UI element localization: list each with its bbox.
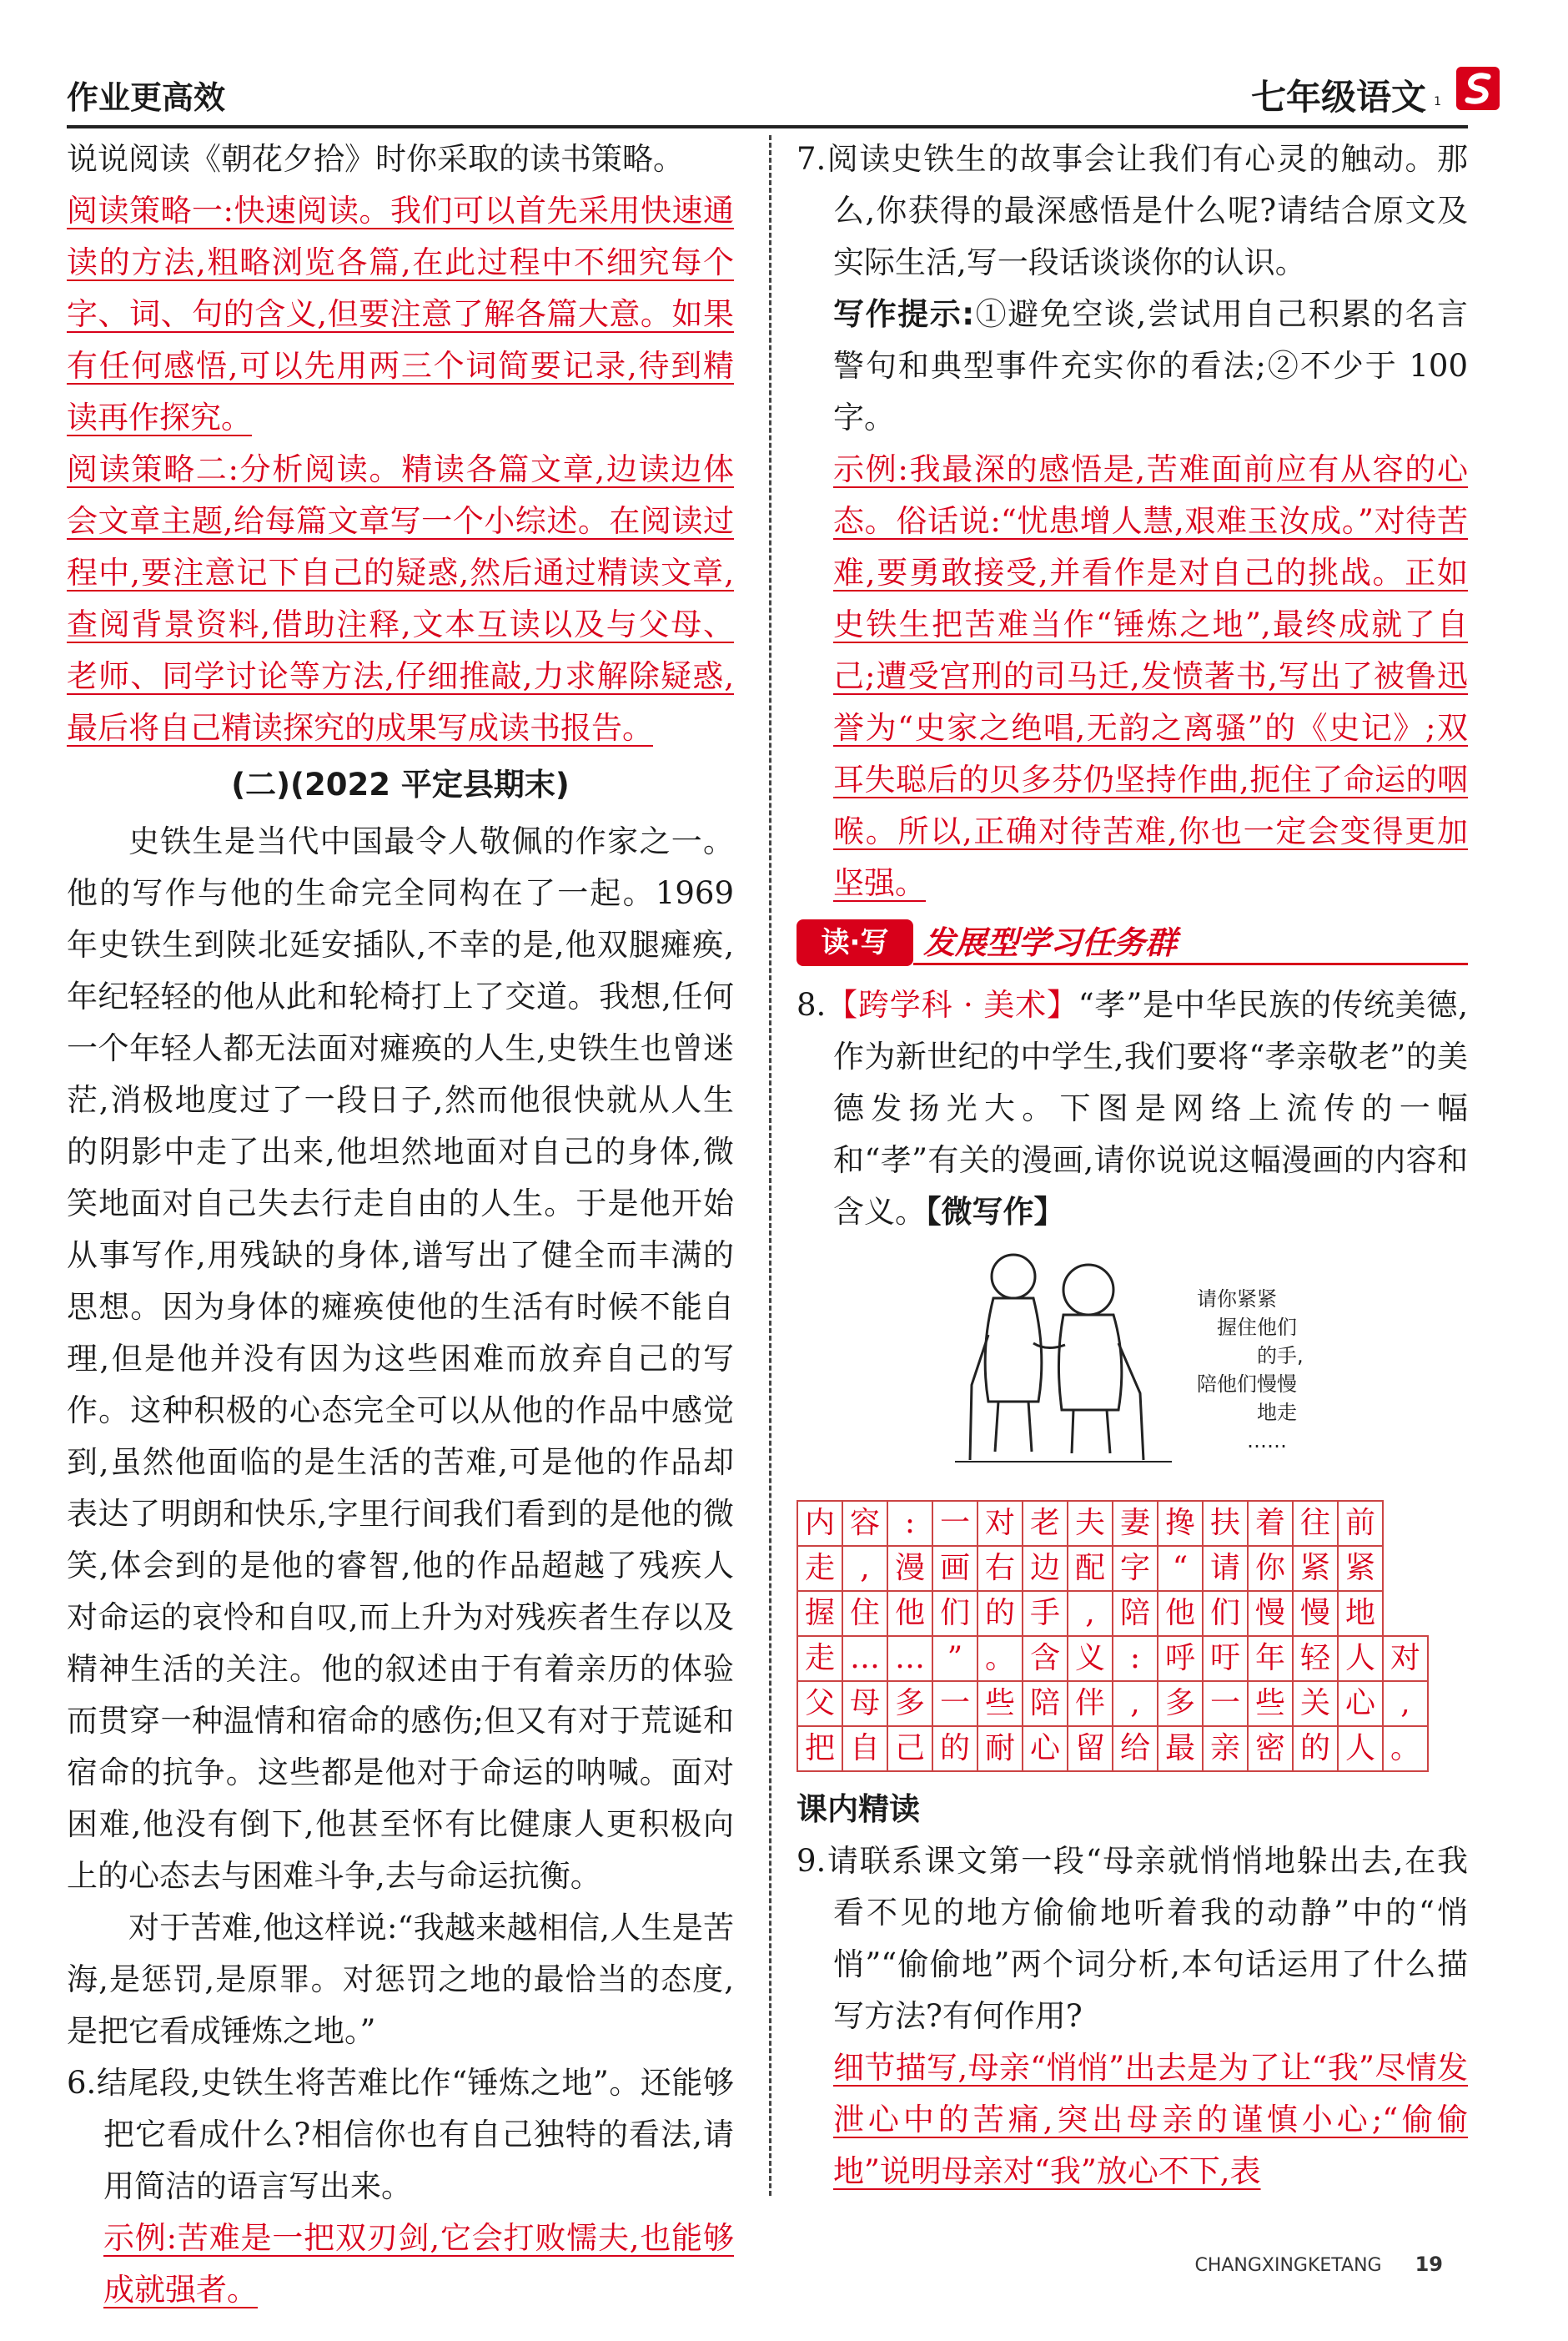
grid-cell: “ bbox=[1158, 1546, 1203, 1591]
grid-cell: 父 bbox=[797, 1681, 842, 1726]
grid-cell: 右 bbox=[977, 1546, 1023, 1591]
column-divider bbox=[769, 135, 771, 2196]
banner-underline bbox=[913, 963, 1468, 965]
grid-cell: ” bbox=[932, 1636, 977, 1681]
grid-row bbox=[797, 1681, 1428, 1726]
footer-brand: CHANGXINGKETANG bbox=[1194, 2255, 1382, 2276]
section-title-classroom: 课内精读 bbox=[797, 1791, 920, 1827]
answer-grid bbox=[797, 1500, 1429, 1772]
q8-number: 8. bbox=[797, 987, 827, 1023]
answer-7: 示例:我最深的感悟是,苦难面前应有从容的心态。俗话说:“忧患增人慧,艰难玉汝成。”对待苦难,要勇敢接受,并看作是对自己的挑战。正如史铁生把苦难当作“锤炼之地”,最终成就了自己;遭受宫刑的司马迁,发愤著书,写出了被鲁迅誉为“史家之绝唱,无韵之离骚”的《史记》;双耳失聪后的贝多芬仍坚持作曲,扼住了命运的咽喉。所以,正确对待苦难,你也一定会变得更加坚强。 bbox=[833, 451, 1468, 901]
grid-cell: 呼 bbox=[1158, 1636, 1203, 1681]
grid-cell: 的 bbox=[977, 1591, 1023, 1636]
grid-cell: 的 bbox=[1293, 1726, 1338, 1771]
grid-row bbox=[797, 1501, 1428, 1546]
grid-cell: 最 bbox=[1158, 1726, 1203, 1771]
grid-cell: 紧 bbox=[1293, 1546, 1338, 1591]
grid-cell: 己 bbox=[887, 1726, 932, 1771]
grid-cell: 密 bbox=[1248, 1726, 1293, 1771]
grid-cell: 把 bbox=[797, 1726, 842, 1771]
task-banner bbox=[797, 914, 1468, 973]
grid-cell: 妻 bbox=[1113, 1501, 1158, 1546]
caption-line: …… bbox=[1247, 1429, 1287, 1452]
grid-cell: 他 bbox=[887, 1591, 932, 1636]
grid-cell: … bbox=[842, 1636, 887, 1681]
grid-cell: 的 bbox=[932, 1726, 977, 1771]
elderly-couple-illustration bbox=[922, 1243, 1189, 1493]
q8-text: “孝”是中华民族的传统美德,作为新世纪的中学生,我们要将“孝亲敬老”的美德发扬光大。下图是网络上流传的一幅和“孝”有关的漫画,请你说说这幅漫画的内容和含义。 bbox=[833, 987, 1468, 1230]
grid-cell: 地 bbox=[1338, 1591, 1383, 1636]
banner-title: 发展型学习任务群 bbox=[923, 924, 1178, 961]
grid-cell: 心 bbox=[1023, 1726, 1068, 1771]
grid-cell: 握 bbox=[797, 1591, 842, 1636]
grid-cell: 心 bbox=[1338, 1681, 1383, 1726]
grid-cell: 。 bbox=[977, 1636, 1023, 1681]
caption-line: 地走 bbox=[1257, 1401, 1297, 1424]
answer-6: 示例:苦难是一把双刃剑,它会打败懦夫,也能够成就强者。 bbox=[103, 2220, 734, 2308]
grid-cell: 一 bbox=[1203, 1681, 1248, 1726]
grid-cell: 关 bbox=[1293, 1681, 1338, 1726]
grid-cell: 配 bbox=[1068, 1546, 1113, 1591]
header-superscript: 1 bbox=[1434, 95, 1441, 108]
grid-cell: 母 bbox=[842, 1681, 887, 1726]
writing-hint bbox=[797, 289, 1468, 444]
grid-cell: 。 bbox=[1383, 1726, 1428, 1771]
question-line: 说说阅读《朝花夕拾》时你采取的读书策略。 bbox=[67, 141, 684, 177]
passage-paragraph-2: 对于苦难,他这样说:“我越来越相信,人生是苦海,是惩罚,是原罪。对惩罚之地的最恰当的态度,是把它看成锤炼之地。” bbox=[67, 1910, 734, 2049]
passage-paragraph-1: 史铁生是当代中国最令人敬佩的作家之一。他的写作与他的生命完全同构在了一起。1969 年史铁生到陕北延安插队,不幸的是,他双腿瘫痪,年纪轻轻的他从此和轮椅打上了交道。我想,任何一个年轻人都无法面对瘫痪的人生,史铁生也曾迷茫,消极地度过了一段日子,然而他很快就从人生的阴影中走了出来,他坦然地面对自己的身体,微笑地面对自己失去行走自由的人生。于是他开始从事写作,用残缺的身体,谱写出了健全而丰满的思想。因为身体的瘫痪使他的生活有时候不能自理,但是他并没有因为这些困难而放弃自己的写作。这种积极的心态完全可以从他的作品中感觉到,虽然他面临的是生活的苦难,可是他的作品却表达了明朗和快乐,字里行间我们看到的是他的微笑,体会到的是他的睿智,他的作品超越了残疾人对命运的哀怜和自叹,而上升为对残疾者生存以及精神生活的关注。他的叙述由于有着亲历的体验而贯穿一种温情和宿命的感伤;但又有对于荒诞和宿命的抗争。这些都是他对于命运的呐喊。面对困难,他没有倒下,他甚至怀有比健康人更积极向上的心态去与困难斗争,去与命运抗衡。 bbox=[67, 823, 734, 1894]
left-column bbox=[67, 133, 734, 2316]
grid-cell: , bbox=[1113, 1681, 1158, 1726]
grid-cell: … bbox=[887, 1636, 932, 1681]
grid-cell: 紧 bbox=[1338, 1546, 1383, 1591]
grid-cell: 字 bbox=[1113, 1546, 1158, 1591]
section-title-2: (二)(2022 平定县期末) bbox=[231, 767, 570, 803]
answer-9: 细节描写,母亲“悄悄”出去是为了让“我”尽情发泄心中的苦痛,突出母亲的谨慎小心;“偷偷地”说明母亲对“我”放心不下,表 bbox=[833, 2050, 1468, 2189]
question-8 bbox=[797, 979, 1468, 1238]
caption-line: 陪他们慢慢 bbox=[1197, 1372, 1297, 1396]
grid-cell: 一 bbox=[932, 1681, 977, 1726]
writing-hint-text: ①避免空谈,尝试用自己积累的名言警句和典型事件充实你的看法;②不少于 100 字。 bbox=[833, 296, 1469, 435]
grid-cell: 手 bbox=[1023, 1591, 1068, 1636]
grid-cell: 画 bbox=[932, 1546, 977, 1591]
grid-cell: 陪 bbox=[1023, 1681, 1068, 1726]
grid-cell: 走 bbox=[797, 1546, 842, 1591]
answer-strategy-2: 阅读策略二:分析阅读。精读各篇文章,边读边体会文章主题,给每篇文章写一个小综述。在阅读过程中,要注意记下自己的疑惑,然后通过精读文章,查阅背景资料,借助注释,文本互读以及与父母、老师、同学讨论等方法,仔细推敲,力求解除疑惑,最后将自己精读探究的成果写成读书报告。 bbox=[67, 451, 734, 746]
grid-cell: 人 bbox=[1338, 1726, 1383, 1771]
grid-cell: 夫 bbox=[1068, 1501, 1113, 1546]
answer-strategy-1: 阅读策略一:快速阅读。我们可以首先采用快速通读的方法,粗略浏览各篇,在此过程中不细究每个字、词、句的含义,但要注意了解各篇大意。如果有任何感悟,可以先用两三个词简要记录,待到精读再作探究。 bbox=[67, 193, 734, 435]
grid-row bbox=[797, 1636, 1428, 1681]
question-9: 9.请联系课文第一段“母亲就悄悄地躲出去,在我看不见的地方偷偷地听着我的动静”中的“悄悄”“偷偷地”两个词分析,本句话运用了什么描写方法?有何作用? bbox=[797, 1843, 1468, 2034]
grid-cell: 多 bbox=[887, 1681, 932, 1726]
grid-cell: 住 bbox=[842, 1591, 887, 1636]
banner-tag: 读·写 bbox=[797, 919, 913, 966]
grid-cell: 陪 bbox=[1113, 1591, 1158, 1636]
question-6: 6.结尾段,史铁生将苦难比作“锤炼之地”。还能够把它看成什么?相信你也有自己独特的看法,请用简洁的语言写出来。 bbox=[67, 2065, 734, 2204]
grid-cell: 走 bbox=[797, 1636, 842, 1681]
caption-line: 握住他们 bbox=[1217, 1316, 1297, 1339]
grid-cell: 老 bbox=[1023, 1501, 1068, 1546]
grid-cell: 多 bbox=[1158, 1681, 1203, 1726]
grid-cell: 吁 bbox=[1203, 1636, 1248, 1681]
question-7: 7.阅读史铁生的故事会让我们有心灵的触动。那么,你获得的最深感悟是什么呢?请结合原文及实际生活,写一段话谈谈你的认识。 bbox=[797, 141, 1468, 280]
header-left-title: 作业更高效 bbox=[67, 79, 226, 116]
grid-cell: 漫 bbox=[887, 1546, 932, 1591]
q8-micro-tag: 【微写作】 bbox=[926, 1194, 1065, 1230]
grid-cell: 慢 bbox=[1248, 1591, 1293, 1636]
caption-line: 请你紧紧 bbox=[1197, 1287, 1277, 1311]
grid-cell: 伴 bbox=[1068, 1681, 1113, 1726]
page-footer bbox=[1194, 2253, 1443, 2276]
grid-row bbox=[797, 1546, 1428, 1591]
grid-cell: , bbox=[1383, 1681, 1428, 1726]
grid-cell: 往 bbox=[1293, 1501, 1338, 1546]
grid-cell: 们 bbox=[932, 1591, 977, 1636]
grid-cell: : bbox=[1113, 1636, 1158, 1681]
grid-row bbox=[797, 1591, 1428, 1636]
grid-cell: 请 bbox=[1203, 1546, 1248, 1591]
grid-cell: 义 bbox=[1068, 1636, 1113, 1681]
grid-cell: 些 bbox=[1248, 1681, 1293, 1726]
grid-cell: , bbox=[842, 1546, 887, 1591]
grid-cell: 慢 bbox=[1293, 1591, 1338, 1636]
grid-cell: 给 bbox=[1113, 1726, 1158, 1771]
grid-cell: 们 bbox=[1203, 1591, 1248, 1636]
grid-cell: 年 bbox=[1248, 1636, 1293, 1681]
right-column bbox=[797, 133, 1468, 2198]
grid-cell: : bbox=[887, 1501, 932, 1546]
grid-cell: 前 bbox=[1338, 1501, 1383, 1546]
grid-cell: 耐 bbox=[977, 1726, 1023, 1771]
grid-cell: , bbox=[1068, 1591, 1113, 1636]
grid-cell: 着 bbox=[1248, 1501, 1293, 1546]
grid-cell: 边 bbox=[1023, 1546, 1068, 1591]
q8-tag: 【跨学科 · 美术】 bbox=[826, 987, 1078, 1023]
page-header bbox=[67, 65, 1501, 123]
grid-cell: 搀 bbox=[1158, 1501, 1203, 1546]
cartoon-figure bbox=[797, 1243, 1468, 1493]
header-rule bbox=[67, 125, 1468, 128]
grid-cell: 含 bbox=[1023, 1636, 1068, 1681]
grid-cell: 自 bbox=[842, 1726, 887, 1771]
grid-cell: 对 bbox=[1383, 1636, 1428, 1681]
grid-cell: 些 bbox=[977, 1681, 1023, 1726]
caption-line: 的手, bbox=[1257, 1344, 1304, 1367]
grid-cell: 亲 bbox=[1203, 1726, 1248, 1771]
grid-cell: 一 bbox=[932, 1501, 977, 1546]
grid-cell: 扶 bbox=[1203, 1501, 1248, 1546]
grid-row bbox=[797, 1726, 1428, 1771]
header-right-title: 七年级语文 bbox=[1250, 77, 1426, 118]
grid-cell: 容 bbox=[842, 1501, 887, 1546]
brand-logo-icon bbox=[1455, 65, 1501, 112]
grid-cell: 人 bbox=[1338, 1636, 1383, 1681]
grid-cell: 对 bbox=[977, 1501, 1023, 1546]
grid-cell: 内 bbox=[797, 1501, 842, 1546]
grid-cell: 轻 bbox=[1293, 1636, 1338, 1681]
grid-cell: 留 bbox=[1068, 1726, 1113, 1771]
grid-cell: 你 bbox=[1248, 1546, 1293, 1591]
grid-cell: 他 bbox=[1158, 1591, 1203, 1636]
writing-hint-label: 写作提示: bbox=[833, 296, 975, 332]
cartoon-caption bbox=[1197, 1285, 1304, 1455]
page-number: 19 bbox=[1415, 2253, 1443, 2276]
